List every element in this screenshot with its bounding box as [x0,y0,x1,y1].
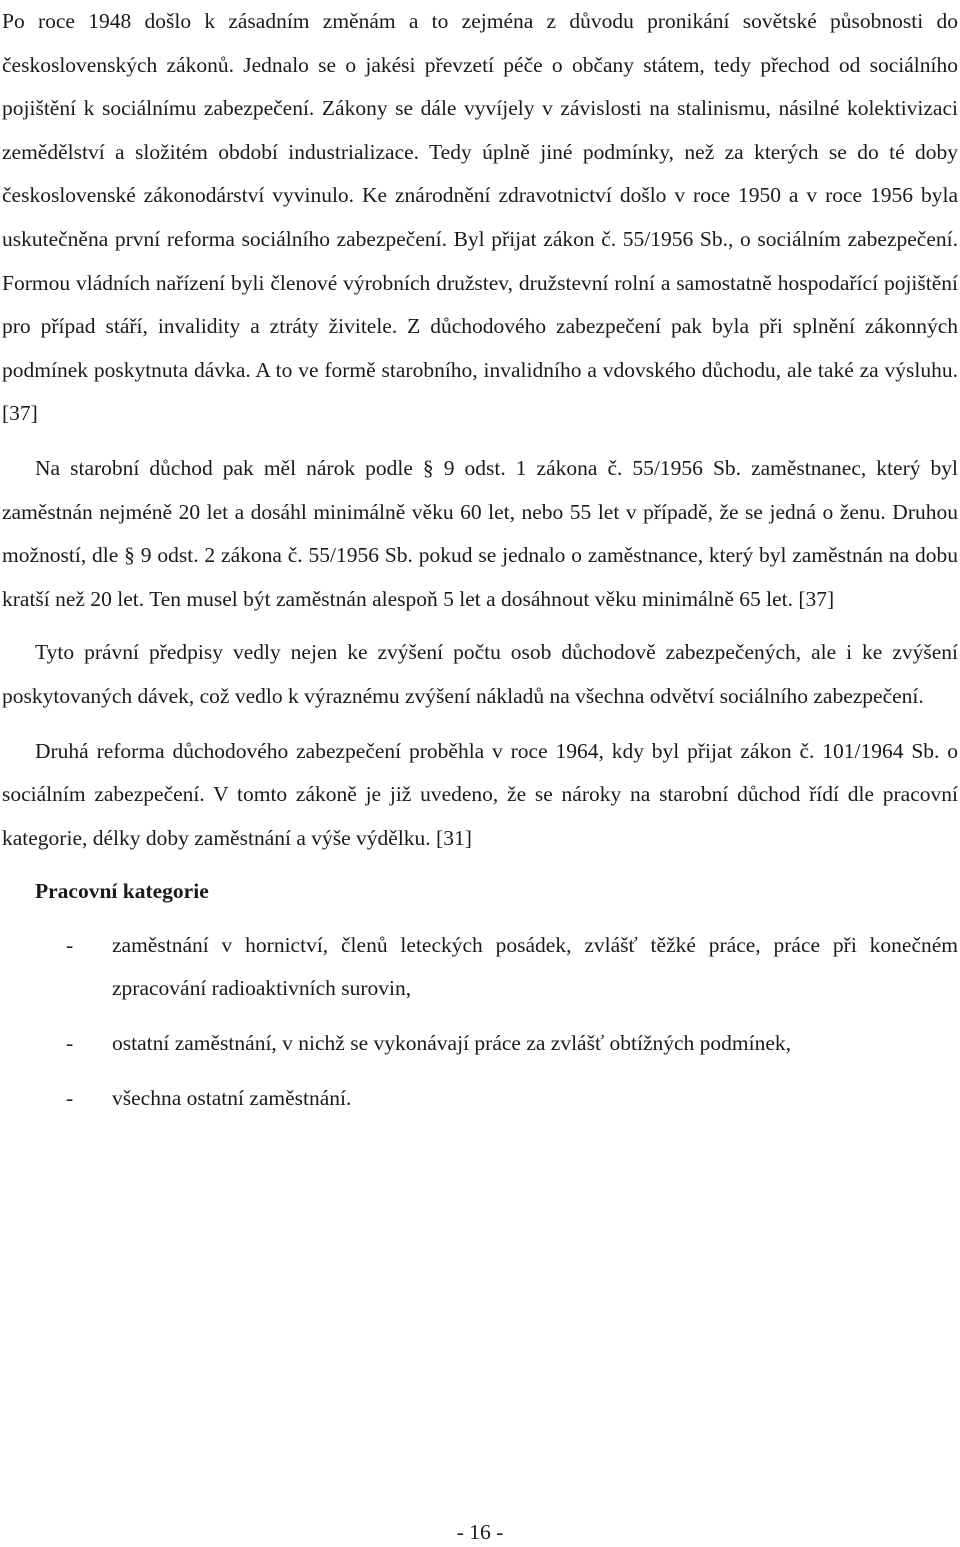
work-category-list [2,924,958,1120]
list-item-text: zaměstnání v hornictví, členů leteckých posádek, zvlášť těžké práce, práce při konečném zpracování radioaktivních surovin, [112,932,958,1001]
list-item [2,924,958,1011]
section-heading: Pracovní kategorie [35,879,209,904]
list-dash: - [66,1085,74,1110]
paragraph-1: Po roce 1948 došlo k zásadním změnám a to zejména z důvodu pronikání sovětské působnosti do československých zákonů. Jednalo se o jakési převzetí péče o občany státem, tedy přechod od sociálního pojištění k sociálnímu zabezpečení. Zákony se dále vyvíjely v závislosti na stalinismu, násilné kolektivizaci zemědělství a složitém období industrializace. Tedy úplně jiné podmínky, než za kterých se do té doby československé zákonodárství vyvinulo. Ke znárodnění zdravotnictví došlo v roce 1950 a v roce 1956 byla uskutečněna první reforma sociálního zabezpečení. Byl přijat zákon č. 55/1956 Sb., o sociálním zabezpečení. Formou vládních nařízení byli členové výrobních družstev, družstevní rolní a samostatně hospodařící pojištění pro případ stáří, invalidity a ztráty živitele. Z důchodového zabezpečení pak byla při splnění zákonných podmínek poskytnuta dávka. A to ve formě starobního, invalidního a vdovského důchodu, ale také za výsluhu. [37] [2,9,958,426]
page-number: - 16 - [456,1520,504,1544]
list-dash: - [66,1031,74,1056]
list-item [2,1077,958,1121]
paragraph-3: Tyto právní předpisy vedly nejen ke zvýšení počtu osob důchodově zabezpečených, ale i ke zvýšení poskytovaných dávek, což vedlo k výraznému zvýšení nákladů na všechna odvětví sociálního zabezpečení. [2,640,958,708]
document-page [2,0,958,1120]
list-item-text: všechna ostatní zaměstnání. [112,1085,352,1110]
list-dash: - [66,932,74,957]
list-item [2,1022,958,1066]
paragraph-2: Na starobní důchod pak měl nárok podle § 9 odst. 1 zákona č. 55/1956 Sb. zaměstnanec, který byl zaměstnán nejméně 20 let a dosáhl minimálně věku 60 let, nebo 55 let v případě, že se jedná o ženu. Druhou možností, dle § 9 odst. 2 zákona č. 55/1956 Sb. pokud se jednalo o zaměstnance, který byl zaměstnán na dobu kratší než 20 let. Ten musel být zaměstnán alespoň 5 let a dosáhnout věku minimálně 65 let. [37] [2,455,958,611]
paragraph-4: Druhá reforma důchodového zabezpečení proběhla v roce 1964, kdy byl přijat zákon č. 101/1964 Sb. o sociálním zabezpečení. V tomto zákoně je již uvedeno, že se nároky na starobní důchod řídí dle pracovní kategorie, délky doby zaměstnání a výše výdělku. [31] [2,738,958,850]
list-item-text: ostatní zaměstnání, v nichž se vykonávají práce za zvlášť obtížných podmínek, [112,1031,792,1056]
